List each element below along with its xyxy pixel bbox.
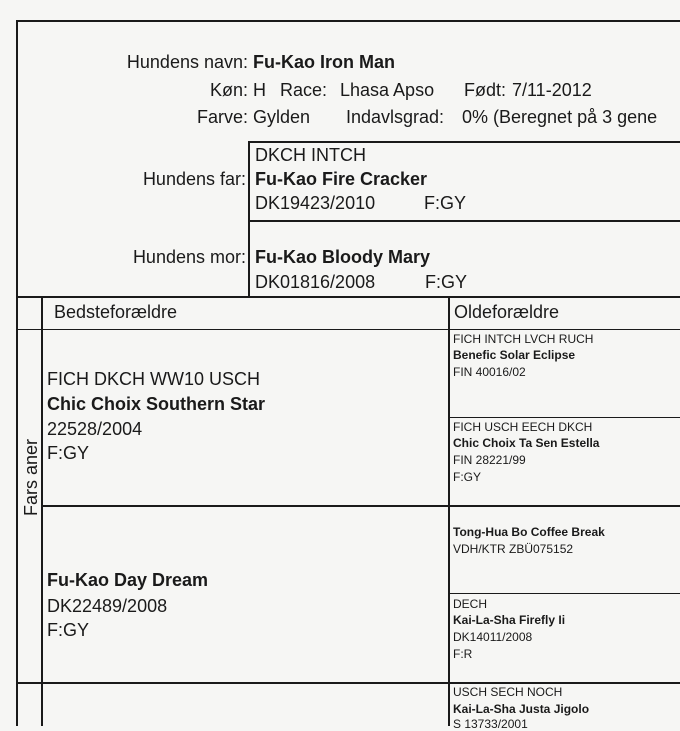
outer-left-border (16, 20, 18, 726)
name-label: Hundens navn: (126, 52, 248, 72)
ggp4-color: F:R (453, 647, 473, 661)
sex-label: Køn: (209, 80, 248, 100)
gp2-name: Fu-Kao Day Dream (47, 570, 209, 590)
ggp2-reg: FIN 28221/99 (453, 453, 526, 467)
mother-name: Fu-Kao Bloody Mary (255, 247, 431, 267)
mother-box-top (248, 220, 680, 222)
mother-color: F:GY (425, 272, 468, 292)
ggp4-reg: DK14011/2008 (453, 630, 533, 644)
ggp2-name: Chic Choix Ta Sen Estella (453, 436, 600, 450)
ggp4-name: Kai-La-Sha Firefly Ii (453, 613, 566, 627)
greatgrandparents-header: Oldeforældre (454, 302, 560, 322)
ggp2-titles: FICH USCH EECH DKCH (453, 420, 593, 434)
sex-value: H (253, 80, 266, 100)
parents-left-border (248, 141, 250, 297)
father-titles: DKCH INTCH (255, 145, 366, 165)
mother-label: Hundens mor: (132, 247, 246, 267)
inbreeding-value: 0% (Beregnet på 3 gene (462, 107, 658, 127)
generation-divider (448, 296, 450, 726)
ggp5-reg: S 13733/2001 (453, 717, 528, 731)
gp2-color: F:GY (47, 620, 90, 640)
outer-top-border (16, 20, 680, 22)
mother-reg: DK01816/2008 (255, 272, 376, 292)
breed-value: Lhasa Apso (340, 80, 435, 100)
ggp1-name: Benefic Solar Eclipse (453, 348, 576, 362)
grandparent-divider (41, 505, 680, 507)
ggp4-titles: DECH (453, 597, 488, 611)
breed-label: Race: (280, 80, 328, 100)
ggp-divider-1 (448, 417, 680, 418)
header-bottom (16, 329, 680, 330)
gp2-reg: DK22489/2008 (47, 596, 168, 616)
color-label: Farve: (196, 107, 248, 127)
father-reg: DK19423/2010 (255, 193, 376, 213)
gp1-reg: 22528/2004 (47, 419, 143, 439)
ggp5-name: Kai-La-Sha Justa Jigolo (453, 702, 590, 716)
ggp-divider-2 (448, 593, 680, 594)
dog-name: Fu-Kao Iron Man (253, 52, 395, 72)
ggp5-titles: USCH SECH NOCH (453, 685, 563, 699)
father-name: Fu-Kao Fire Cracker (255, 169, 428, 189)
father-box-top (248, 141, 680, 143)
inbreeding-label: Indavlsgrad: (346, 107, 445, 127)
gp1-titles: FICH DKCH WW10 USCH (47, 369, 261, 389)
ggp1-reg: FIN 40016/02 (453, 365, 526, 379)
ggp2-color: F:GY (453, 470, 482, 484)
color-value: Gylden (253, 107, 311, 127)
ggp3-name: Tong-Hua Bo Coffee Break (453, 525, 605, 539)
side-label-fars-aner: Fars aner (21, 438, 41, 516)
gp1-color: F:GY (47, 443, 90, 463)
ggp1-titles: FICH INTCH LVCH RUCH (453, 332, 594, 346)
father-label: Hundens far: (142, 169, 246, 189)
table-top (16, 296, 680, 298)
gp1-name: Chic Choix Southern Star (47, 394, 266, 414)
born-label: Født: (464, 80, 507, 100)
grandparents-header: Bedsteforældre (54, 302, 178, 322)
father-color: F:GY (424, 193, 467, 213)
born-value: 7/11-2012 (512, 80, 592, 100)
ggp3-reg: VDH/KTR ZBÜ075152 (453, 542, 574, 556)
side-divider (16, 682, 680, 684)
